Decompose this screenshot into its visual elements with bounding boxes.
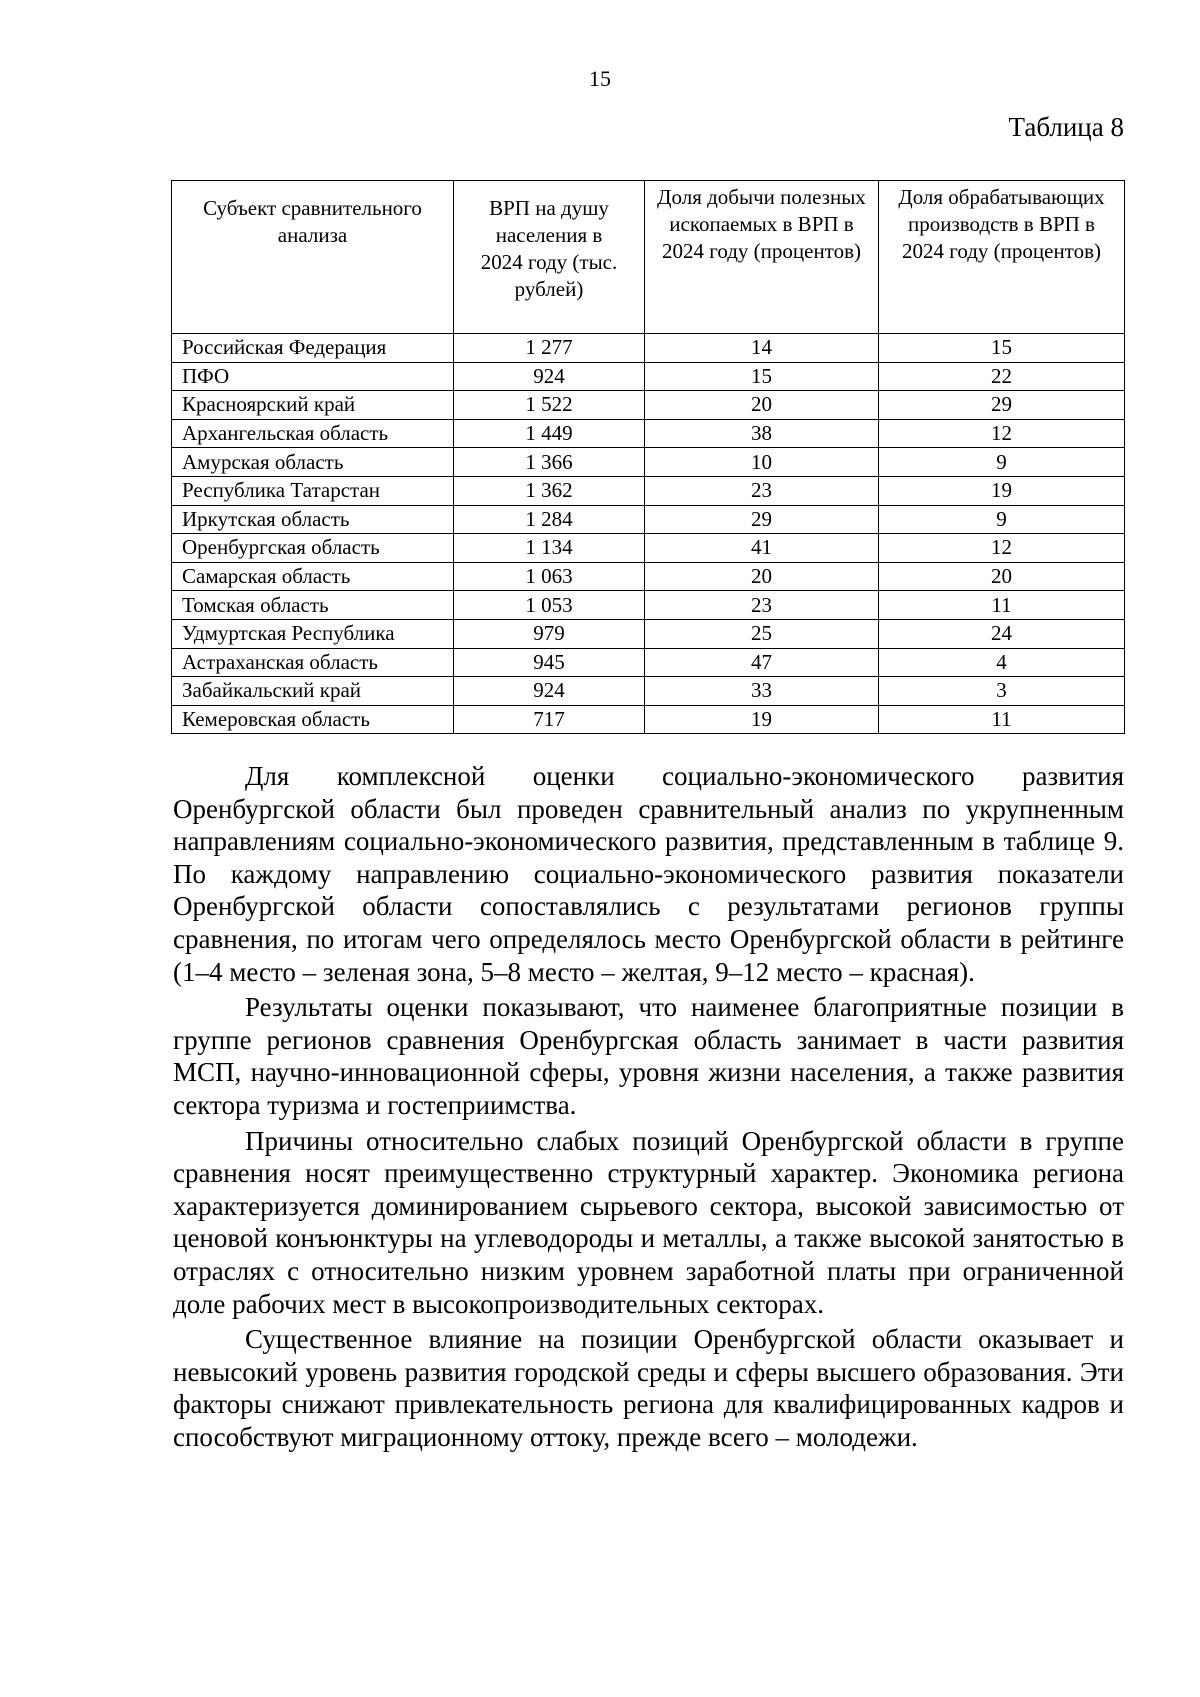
table-row [172,419,1125,448]
cell-manufacturing-share: 24 [879,619,1125,648]
cell-subject: Республика Татарстан [172,476,454,505]
cell-subject: Оренбургская область [172,534,454,563]
cell-grp-per-capita: 945 [454,648,645,677]
cell-subject: Кемеровская область [172,705,454,734]
table-row [172,534,1125,563]
cell-manufacturing-share: 11 [879,591,1125,620]
cell-mining-share: 14 [645,334,879,363]
cell-grp-per-capita: 1 063 [454,562,645,591]
cell-manufacturing-share: 20 [879,562,1125,591]
cell-subject: Томская область [172,591,454,620]
cell-subject: Амурская область [172,448,454,477]
table-row [172,677,1125,706]
cell-mining-share: 20 [645,391,879,420]
cell-grp-per-capita: 979 [454,619,645,648]
cell-manufacturing-share: 9 [879,448,1125,477]
cell-mining-share: 20 [645,562,879,591]
cell-grp-per-capita: 1 449 [454,419,645,448]
cell-mining-share: 38 [645,419,879,448]
cell-manufacturing-share: 12 [879,419,1125,448]
cell-manufacturing-share: 11 [879,705,1125,734]
cell-manufacturing-share: 19 [879,476,1125,505]
cell-mining-share: 15 [645,362,879,391]
paragraph: Результаты оценки показывают, что наименее благоприятные позиции в группе регионов сравнения Оренбургская область занимает в части развития МСП, научно-инновационной сферы, уровня жизни населения, а также развития сектора туризма и гостеприимства. [173,992,1124,1120]
cell-mining-share: 10 [645,448,879,477]
body-text [173,760,1124,1456]
table-row [172,648,1125,677]
table-row [172,591,1125,620]
cell-mining-share: 25 [645,619,879,648]
cell-grp-per-capita: 1 284 [454,505,645,534]
paragraph: Для комплексной оценки социально-экономического развития Оренбургской области был проведен сравнительный анализ по укрупненным направлениям социально-экономического развития, представленным в таблице 9. По каждому направлению социально-экономического развития показатели Оренбургской области сопоставлялись с результатами регионов группы сравнения, по итогам чего определялось место Оренбургской области в рейтинге (1–4 место – зеленая зона, 5–8 место – желтая, 9–12 место – красная). [173,761,1124,987]
cell-manufacturing-share: 12 [879,534,1125,563]
cell-manufacturing-share: 9 [879,505,1125,534]
table-header-row [172,181,1125,334]
header-subject: Субъект сравнительного анализа [172,181,454,334]
table-row [172,448,1125,477]
cell-grp-per-capita: 1 134 [454,534,645,563]
cell-subject: Российская Федерация [172,334,454,363]
cell-grp-per-capita: 717 [454,705,645,734]
cell-subject: Архангельская область [172,419,454,448]
cell-grp-per-capita: 1 366 [454,448,645,477]
cell-manufacturing-share: 22 [879,362,1125,391]
cell-manufacturing-share: 29 [879,391,1125,420]
cell-subject: Иркутская область [172,505,454,534]
comparison-table [171,180,1125,734]
cell-manufacturing-share: 15 [879,334,1125,363]
cell-subject: Красноярский край [172,391,454,420]
table-row [172,705,1125,734]
cell-mining-share: 29 [645,505,879,534]
table-row [172,619,1125,648]
cell-grp-per-capita: 1 522 [454,391,645,420]
cell-mining-share: 41 [645,534,879,563]
cell-mining-share: 33 [645,677,879,706]
cell-grp-per-capita: 924 [454,362,645,391]
table-row [172,562,1125,591]
paragraph: Существенное влияние на позиции Оренбургской области оказывает и невысокий уровень развития городской среды и сферы высшего образования. Эти факторы снижают привлекательность региона для квалифицированных кадров и способствуют миграционному оттоку, прежде всего – молодежи. [173,1324,1124,1452]
table-row [172,334,1125,363]
cell-subject: ПФО [172,362,454,391]
table-body [172,334,1125,734]
table-row [172,391,1125,420]
paragraph: Причины относительно слабых позиций Оренбургской области в группе сравнения носят преимущественно структурный характер. Экономика региона характеризуется доминированием сырьевого сектора, высокой зависимостью от ценовой конъюнктуры на углеводороды и металлы, а также высокой занятостью в отраслях с относительно низким уровнем заработной платы при ограниченной доле рабочих мест в высокопроизводительных секторах. [173,1125,1124,1319]
cell-mining-share: 23 [645,591,879,620]
cell-grp-per-capita: 1 277 [454,334,645,363]
table-row [172,505,1125,534]
header-manufacturing-share: Доля обрабатывающих производств в ВРП в 2024 году (процентов) [879,181,1125,334]
cell-mining-share: 19 [645,705,879,734]
cell-grp-per-capita: 1 362 [454,476,645,505]
cell-grp-per-capita: 1 053 [454,591,645,620]
table-row [172,362,1125,391]
cell-manufacturing-share: 3 [879,677,1125,706]
cell-mining-share: 23 [645,476,879,505]
cell-manufacturing-share: 4 [879,648,1125,677]
cell-mining-share: 47 [645,648,879,677]
header-grp-per-capita: ВРП на душу населения в 2024 году (тыс. рублей) [454,181,645,334]
table-row [172,476,1125,505]
header-mining-share: Доля добычи полезных ископаемых в ВРП в 2024 году (процентов) [645,181,879,334]
cell-grp-per-capita: 924 [454,677,645,706]
page-number: 15 [589,66,611,91]
cell-subject: Астраханская область [172,648,454,677]
cell-subject: Удмуртская Республика [172,619,454,648]
table-caption: Таблица 8 [1008,112,1124,142]
cell-subject: Самарская область [172,562,454,591]
cell-subject: Забайкальский край [172,677,454,706]
